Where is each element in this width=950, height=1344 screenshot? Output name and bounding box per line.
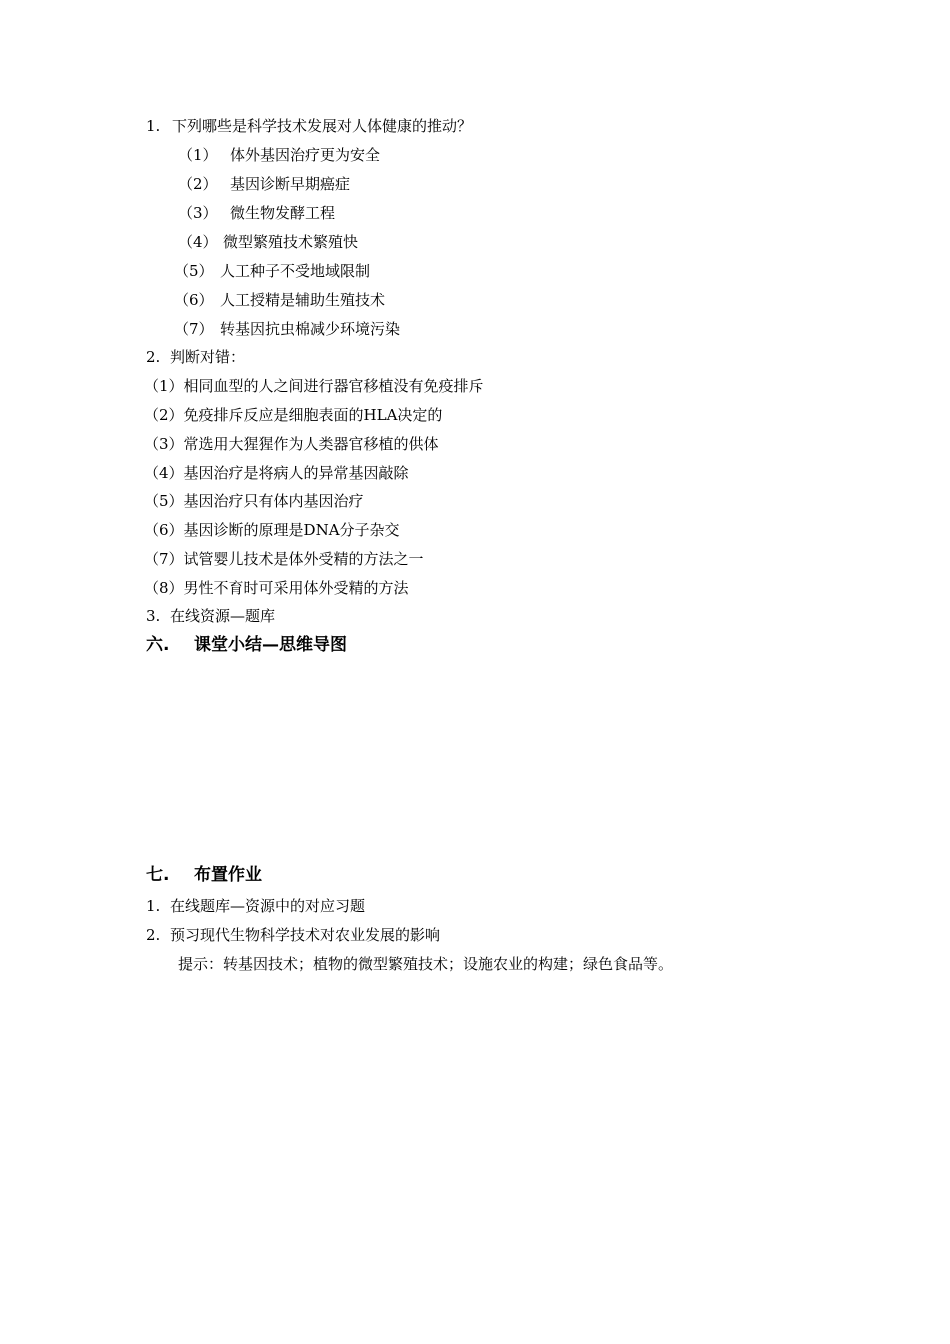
option-number: （3）	[178, 204, 218, 222]
option-text: 体外基因治疗更为安全	[230, 146, 381, 164]
question-text: 判断对错：	[170, 348, 246, 366]
section-7-heading	[146, 864, 262, 886]
homework-text: 在线题库—资源中的对应习题	[170, 897, 366, 915]
option-number: （7）	[174, 320, 214, 338]
section-title: 课堂小结—思维导图	[194, 635, 347, 655]
judgement-item: （1）相同血型的人之间进行器官移植没有免疫排斥	[144, 377, 484, 395]
option-number: （6）	[174, 291, 214, 309]
question-number: 3.	[146, 607, 161, 625]
option-item	[178, 232, 358, 252]
judgement-item: （7）试管婴儿技术是体外受精的方法之一	[144, 550, 424, 568]
option-text: 转基因抗虫棉减少环境污染	[220, 320, 401, 338]
option-number: （5）	[174, 262, 214, 280]
option-text: 人工种子不受地域限制	[220, 262, 371, 280]
option-item	[174, 290, 385, 310]
question-text: 下列哪些是科学技术发展对人体健康的推动？	[172, 117, 473, 135]
question-number: 1.	[146, 117, 161, 135]
homework-item	[146, 896, 365, 916]
option-text: 人工授精是辅助生殖技术	[220, 291, 386, 309]
homework-number: 1.	[146, 897, 161, 915]
option-number: （2）	[178, 175, 218, 193]
section-number: 六.	[146, 635, 170, 655]
judgement-item: （6）基因诊断的原理是DNA分子杂交	[144, 521, 400, 539]
question-1	[146, 116, 472, 136]
homework-item	[146, 925, 440, 945]
judgement-item: （4）基因治疗是将病人的异常基因敲除	[144, 464, 409, 482]
question-number: 2.	[146, 348, 161, 366]
option-text: 基因诊断早期癌症	[230, 175, 351, 193]
judgement-item: （3）常选用大猩猩作为人类器官移植的供体	[144, 435, 439, 453]
homework-text: 预习现代生物科学技术对农业发展的影响	[170, 926, 441, 944]
judgement-item: （2）免疫排斥反应是细胞表面的HLA决定的	[144, 406, 443, 424]
option-item	[178, 145, 380, 165]
judgement-item: （8）男性不育时可采用体外受精的方法	[144, 579, 409, 597]
option-item	[174, 319, 400, 339]
question-2	[146, 347, 245, 367]
question-3	[146, 606, 275, 626]
judgement-item: （5）基因治疗只有体内基因治疗	[144, 492, 364, 510]
homework-hint: 提示：转基因技术；植物的微型繁殖技术；设施农业的构建；绿色食品等。	[178, 955, 674, 973]
homework-number: 2.	[146, 926, 161, 944]
option-text: 微型繁殖技术繁殖快	[223, 233, 359, 251]
section-number: 七.	[146, 865, 170, 885]
question-text: 在线资源—题库	[170, 607, 276, 625]
option-text: 微生物发酵工程	[230, 204, 336, 222]
section-title: 布置作业	[194, 865, 262, 885]
option-item	[174, 261, 370, 281]
section-6-heading	[146, 634, 347, 656]
option-number: （1）	[178, 146, 218, 164]
option-number: （4）	[178, 233, 218, 251]
option-item	[178, 203, 335, 223]
option-item	[178, 174, 350, 194]
